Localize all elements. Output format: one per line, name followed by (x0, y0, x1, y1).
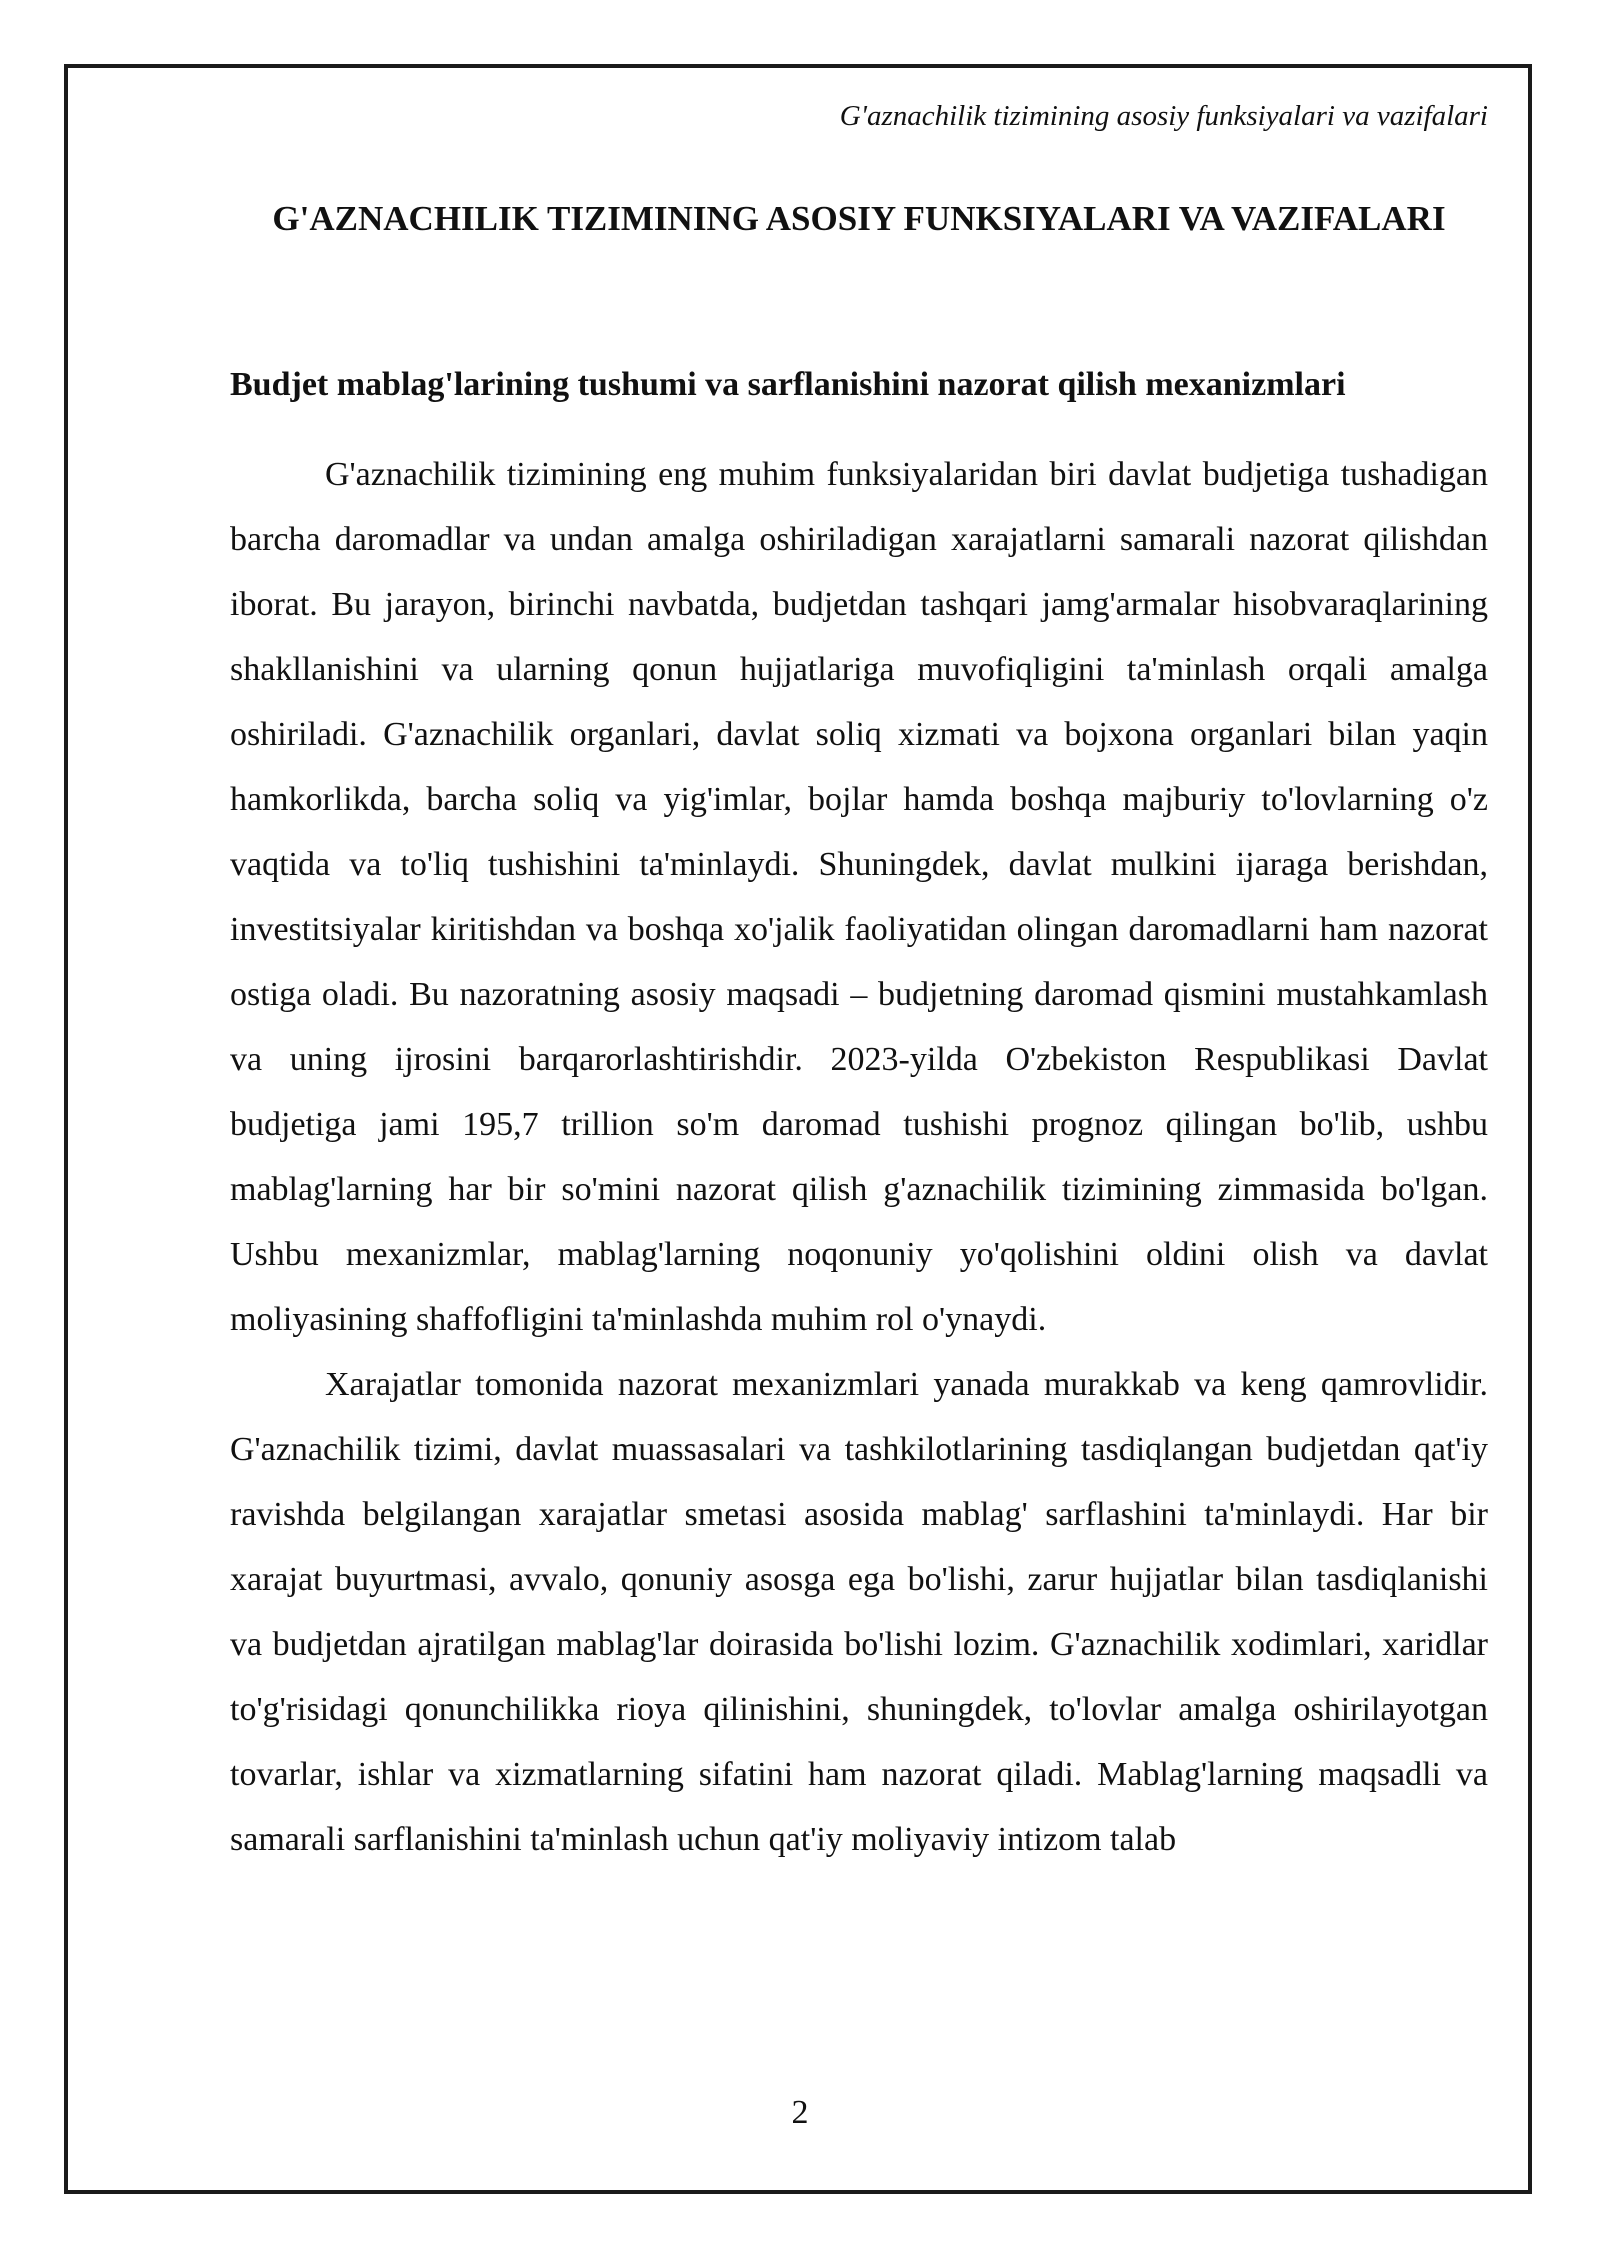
running-header: G'aznachilik tizimining asosiy funksiyalari va vazifalari (839, 100, 1488, 132)
section-heading: Budjet mablag'larining tushumi va sarflanishini nazorat qilish mexanizmlari (230, 366, 1346, 403)
page-number: 2 (791, 2094, 809, 2131)
body-text (230, 442, 1488, 1872)
paragraph-2: Xarajatlar tomonida nazorat mexanizmlari yanada murakkab va keng qamrovlidir. G'aznachilik tizimi, davlat muassasalari va tashkilotlarining tasdiqlangan budjetdan qat'iy ravishda belgilangan xarajatlar smetasi asosida mablag' sarflashini ta'minlaydi. Har bir xarajat buyurtmasi, avvalo, qonuniy asosga ega bo'lishi, zarur hujjatlar bilan tasdiqlanishi va budjetdan ajratilgan mablag'lar doirasida bo'lishi lozim. G'aznachilik xodimlari, xaridlar to'g'risidagi qonunchilikka rioya qilinishini, shuningdek, to'lovlar amalga oshirilayotgan tovarlar, ishlar va xizmatlarning sifatini ham nazorat qiladi. Mablag'larning maqsadli va samarali sarflanishini ta'minlash uchun qat'iy moliyaviy intizom talab (230, 1366, 1488, 1858)
paragraph-1: G'aznachilik tizimining eng muhim funksiyalaridan biri davlat budjetiga tushadigan barcha daromadlar va undan amalga oshiriladigan xarajatlarni samarali nazorat qilishdan iborat. Bu jarayon, birinchi navbatda, budjetdan tashqari jamg'armalar hisobvaraqlarining shakllanishini va ularning qonun hujjatlariga muvofiqligini ta'minlash orqali amalga oshiriladi. G'aznachilik organlari, davlat soliq xizmati va bojxona organlari bilan yaqin hamkorlikda, barcha soliq va yig'imlar, bojlar hamda boshqa majburiy to'lovlarning o'z vaqtida va to'liq tushishini ta'minlaydi. Shuningdek, davlat mulkini ijaraga berishdan, investitsiyalar kiritishdan va boshqa xo'jalik faoliyatidan olingan daromadlarni ham nazorat ostiga oladi. Bu nazoratning asosiy maqsadi – budjetning daromad qismini mustahkamlash va uning ijrosini barqarorlashtirishdir. 2023-yilda O'zbekiston Respublikasi Davlat budjetiga jami 195,7 trillion so'm daromad tushishi prognoz qilingan bo'lib, ushbu mablag'larning har bir so'mini nazorat qilish g'aznachilik tizimining zimmasida bo'lgan. Ushbu mexanizmlar, mablag'larning noqonuniy yo'qolishini oldini olish va davlat moliyasining shaffofligini ta'minlashda muhim rol o'ynaydi. (230, 456, 1488, 1338)
document-title: G'AZNACHILIK TIZIMINING ASOSIY FUNKSIYALARI VA VAZIFALARI (272, 199, 1446, 238)
